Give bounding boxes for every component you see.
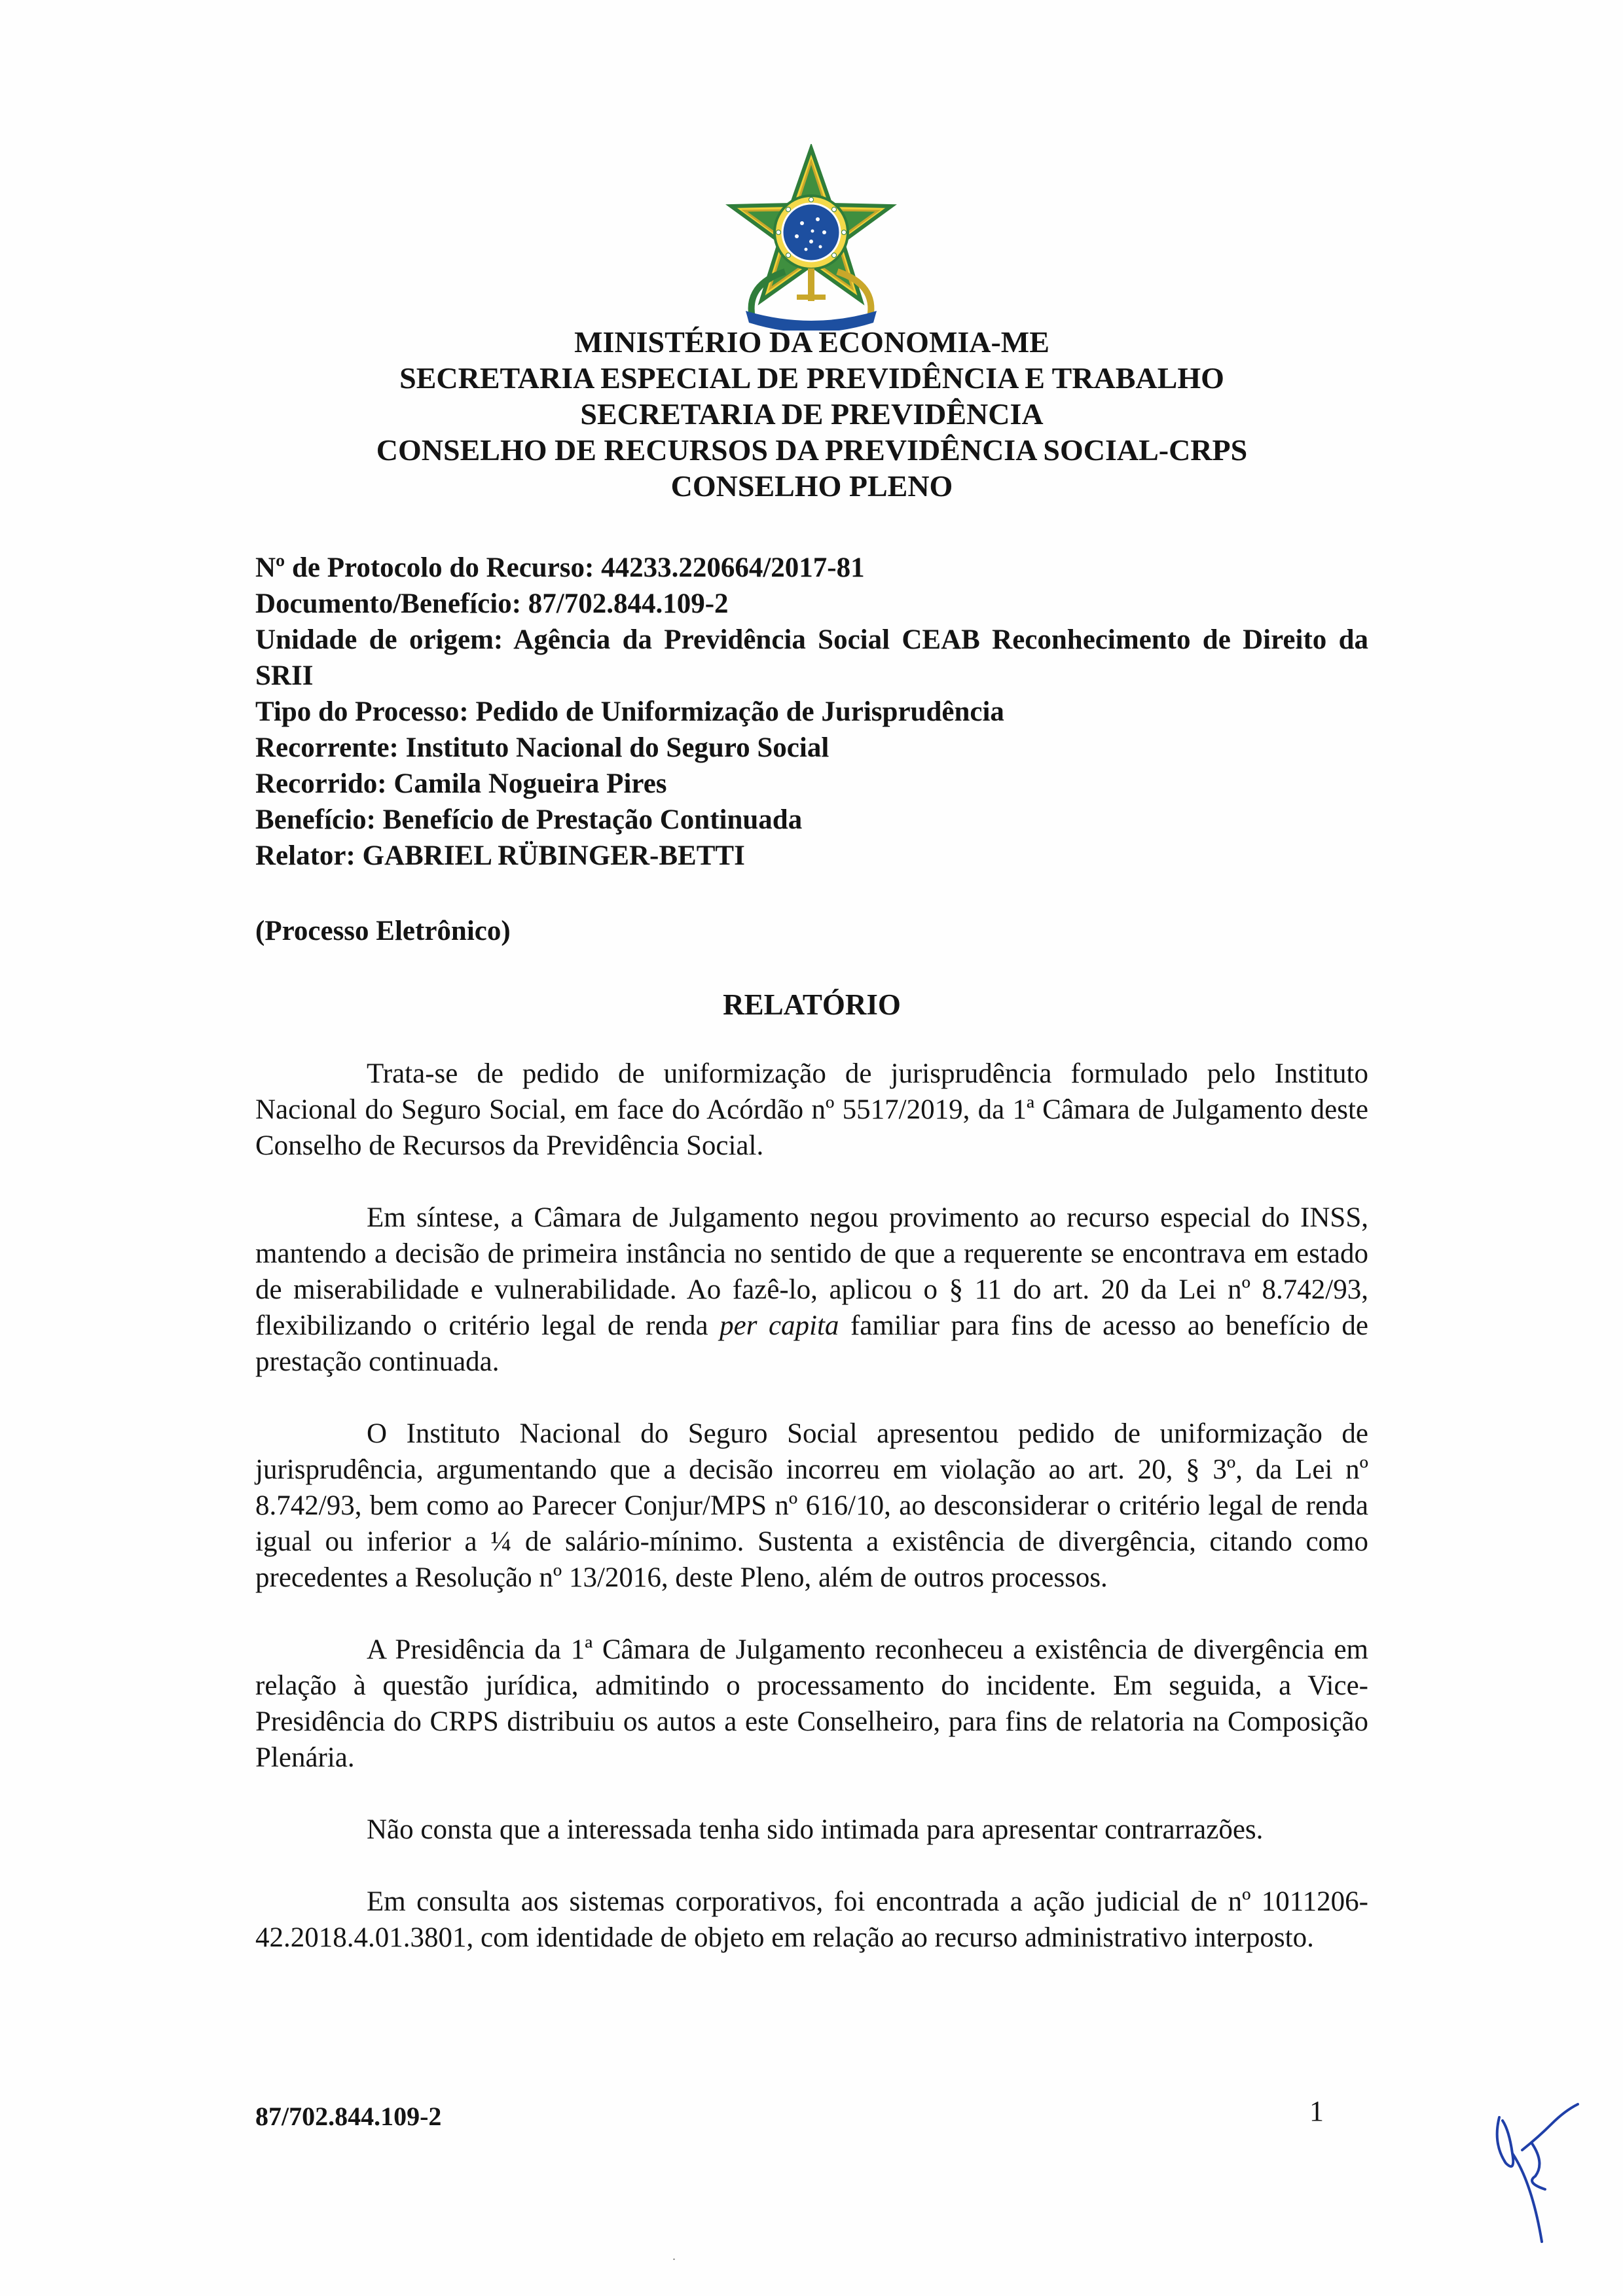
paragraph-4: A Presidência da 1ª Câmara de Julgamento reconheceu a existência de divergência em relação à questão jurídica, admitindo o processamento do incidente. Em seguida, a Vice-Presidência do CRPS distribuiu os autos a este Conselheiro, para fins de relatoria na Composição Plenária. bbox=[255, 1634, 1368, 1773]
appellee: Recorrido: Camila Nogueira Pires bbox=[255, 768, 667, 799]
paragraph-2-emphasis: per capita bbox=[720, 1310, 839, 1341]
header-ministry: MINISTÉRIO DA ECONOMIA-ME bbox=[574, 325, 1049, 359]
header-special-secretariat: SECRETARIA ESPECIAL DE PREVIDÊNCIA E TRABALHO bbox=[399, 361, 1224, 395]
section-title: RELATÓRIO bbox=[723, 988, 901, 1021]
scan-mark: . bbox=[672, 2249, 676, 2263]
process-type: Tipo do Processo: Pedido de Uniformização de Jurisprudência bbox=[255, 696, 1004, 727]
paragraph-6: Em consulta aos sistemas corporativos, foi encontrada a ação judicial de nº 1011206-42.2018.4.01.3801, com identidade de objeto em relação ao recurso administrativo interposto. bbox=[255, 1886, 1368, 1953]
appellant: Recorrente: Instituto Nacional do Seguro Social bbox=[255, 732, 830, 763]
paragraph-2-part-a: Em síntese, a Câmara de Julgamento negou provimento ao recurso especial do INSS, mantendo a decisão de primeira instância no sentido de que a requerente se encontrava em estado de miserabilidade e vulnerabilidade. Ao fazê-lo, aplicou o § 11 do art. 20 da Lei nº 8.742/93, flexibilizando o critério legal de renda bbox=[255, 1202, 1368, 1341]
rapporteur: Relator: GABRIEL RÜBINGER-BETTI bbox=[255, 840, 745, 871]
footer-reference: 87/702.844.109-2 bbox=[255, 2102, 442, 2131]
paragraph-2 bbox=[255, 1200, 1368, 1380]
paragraph-2-part-b: familiar para fins de acesso ao benefício de prestação continuada. bbox=[255, 1310, 1368, 1377]
report-body bbox=[255, 1056, 1368, 1992]
origin-unit: Unidade de origem: Agência da Previdência Social CEAB Reconhecimento de Direito da SRII bbox=[255, 624, 1368, 691]
brazil-coat-of-arms-icon bbox=[723, 144, 900, 331]
paragraph-1: Trata-se de pedido de uniformização de jurisprudência formulado pelo Instituto Nacional do Seguro Social, em face do Acórdão nº 5517/2019, da 1ª Câmara de Julgamento deste Conselho de Recursos da Previdência Social. bbox=[255, 1058, 1368, 1161]
header-secretariat: SECRETARIA DE PREVIDÊNCIA bbox=[580, 397, 1044, 431]
document-header bbox=[196, 324, 1427, 504]
page-number: 1 bbox=[1309, 2095, 1324, 2127]
process-kind: (Processo Eletrônico) bbox=[255, 916, 511, 946]
case-metadata bbox=[255, 550, 1368, 874]
header-council: CONSELHO DE RECURSOS DA PREVIDÊNCIA SOCIAL-CRPS bbox=[376, 433, 1248, 467]
document-benefit: Documento/Benefício: 87/702.844.109-2 bbox=[255, 588, 729, 619]
header-plenary: CONSELHO PLENO bbox=[670, 469, 953, 503]
paragraph-5: Não consta que a interessada tenha sido intimada para apresentar contrarrazões. bbox=[367, 1814, 1264, 1845]
benefit: Benefício: Benefício de Prestação Continuada bbox=[255, 804, 803, 835]
protocol-number: Nº de Protocolo do Recurso: 44233.220664/2017-81 bbox=[255, 552, 865, 583]
handwritten-initials-icon bbox=[1486, 2091, 1584, 2248]
paragraph-3: O Instituto Nacional do Seguro Social apresentou pedido de uniformização de jurisprudência, argumentando que a decisão incorreu em violação ao art. 20, § 3º, da Lei nº 8.742/93, bem como ao Parecer Conjur/MPS nº 616/10, ao desconsiderar o critério legal de renda igual ou inferior a ¼ de salário-mínimo. Sustenta a existência de divergência, citando como precedentes a Resolução nº 13/2016, deste Pleno, além de outros processos. bbox=[255, 1418, 1368, 1593]
